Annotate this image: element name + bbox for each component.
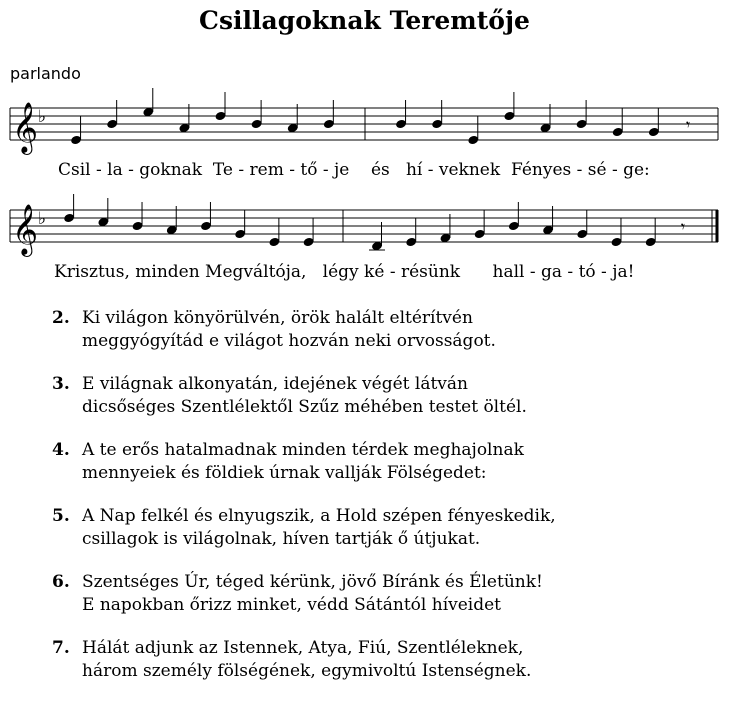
stanza-number: 3.: [52, 374, 70, 394]
stanza-6: [52, 572, 712, 620]
stanza-line: A Nap felkél és elnyugszik, a Hold szépen fényeskedik,: [82, 506, 556, 526]
stanza-list: [52, 308, 712, 704]
stanza-line: E világnak alkonyatán, idejének végét látván: [82, 374, 468, 394]
tempo-marking: parlando: [10, 64, 81, 83]
stanza-line: A te erős hatalmadnak minden térdek meghajolnak: [82, 440, 524, 460]
treble-clef-icon: 𝄞: [12, 204, 39, 255]
stanza-number: 7.: [52, 638, 70, 658]
lyrics-line-1: Csil - la - goknak Te - rem - tő - je és hí - veknek Fényes - sé - ge:: [58, 160, 650, 180]
stanza-4: [52, 440, 712, 488]
stanza-2: [52, 308, 712, 356]
eighth-rest-icon: 𝄾: [680, 217, 686, 236]
stanza-line: csillagok is világolnak, híven tartják ő útjukat.: [82, 529, 481, 549]
stanza-line: Hálát adjunk az Istennek, Atya, Fiú, Szentléleknek,: [82, 638, 524, 658]
stanza-line: dicsőséges Szentlélektől Szűz méhében testet öltél.: [82, 397, 527, 417]
stanza-line: Szentséges Úr, téged kérünk, jövő Bíránk és Életünk!: [82, 572, 543, 592]
stanza-number: 2.: [52, 308, 70, 328]
music-staff-2: [0, 198, 729, 268]
staff-2-notes: [63, 194, 685, 251]
eighth-rest-icon: 𝄾: [685, 115, 691, 134]
stanza-line: Ki világon könyörülvén, örök halált eltérítvén: [82, 308, 473, 328]
stanza-number: 4.: [52, 440, 70, 460]
stanza-3: [52, 374, 712, 422]
stanza-number: 6.: [52, 572, 70, 592]
stanza-5: [52, 506, 712, 554]
treble-clef-icon: 𝄞: [12, 102, 39, 153]
stanza-line: meggyógyítád e világot hozván neki orvosságot.: [82, 331, 496, 351]
staff-1-notes: [70, 88, 690, 145]
stanza-line: három személy fölségének, egymivoltú Istenségnek.: [82, 661, 532, 681]
flat-icon: ♭: [38, 107, 47, 127]
stanza-7: [52, 638, 712, 686]
stanza-number: 5.: [52, 506, 70, 526]
lyrics-line-2: Krisztus, minden Megváltója, légy ké - résünk hall - ga - tó - ja!: [54, 262, 635, 282]
music-staff-1: [0, 96, 729, 166]
flat-icon: ♭: [38, 209, 47, 229]
song-title: Csillagoknak Teremtője: [199, 6, 530, 35]
stanza-line: E napokban őrizz minket, védd Sátántól híveidet: [82, 595, 502, 615]
stanza-line: mennyeiek és földiek úrnak vallják Fölségedet:: [82, 463, 487, 483]
